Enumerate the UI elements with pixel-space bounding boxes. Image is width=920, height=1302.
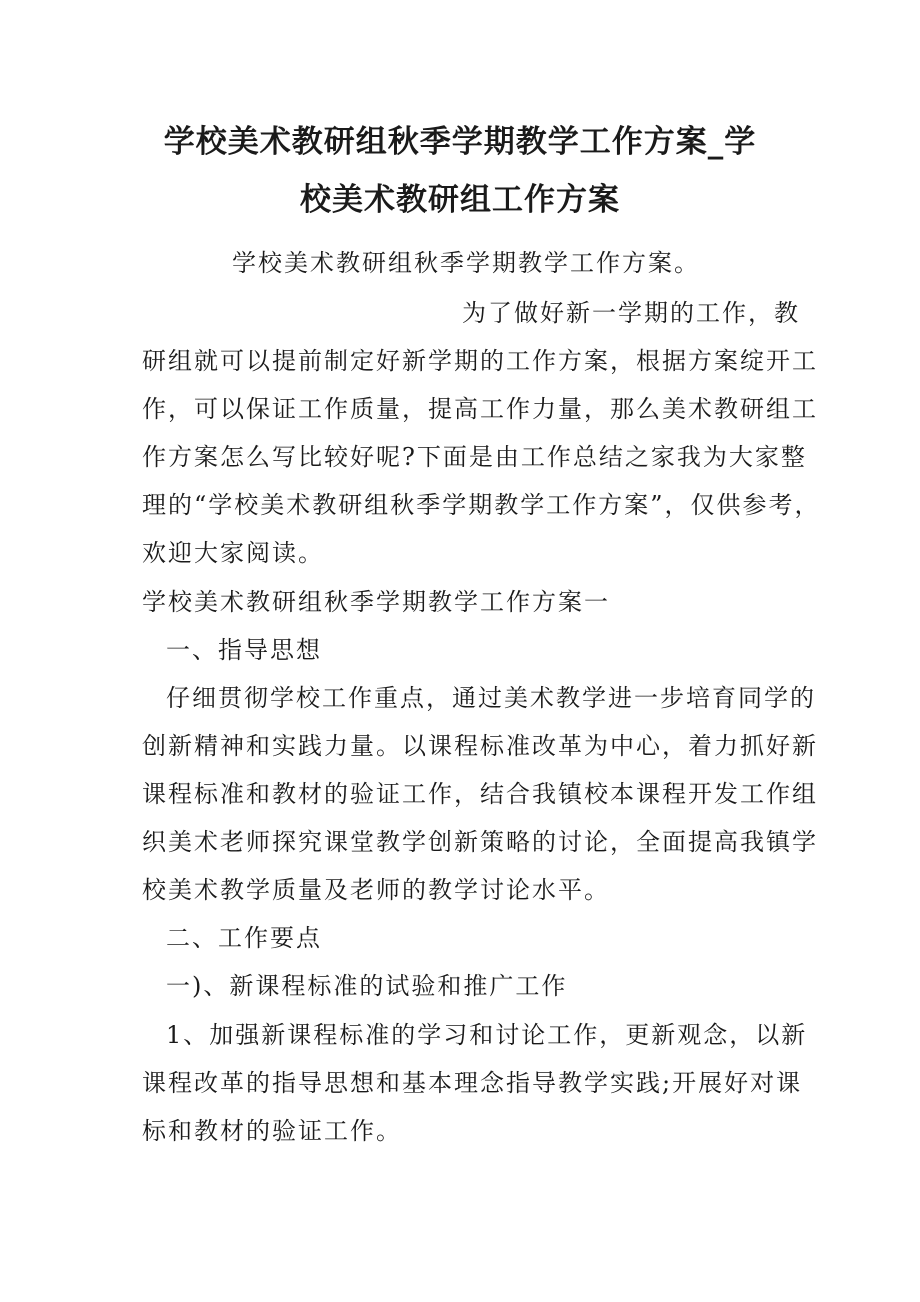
body-line: 仔细贯彻学校工作重点，通过美术教学进一步培育同学的 — [166, 684, 816, 712]
section-heading: 二、工作要点 — [166, 924, 322, 952]
body-line: 创新精神和实践力量。以课程标准改革为中心，着力抓好新 — [142, 732, 818, 760]
body-line: 织美术老师探究课堂教学创新策略的讨论，全面提高我镇学 — [142, 828, 818, 856]
document-title-line-2: 校美术教研组工作方案 — [300, 182, 620, 218]
body-line: 研组就可以提前制定好新学期的工作方案，根据方案绽开工 — [142, 347, 818, 375]
body-line: 作，可以保证工作质量，提高工作力量，那么美术教研组工 — [142, 395, 818, 423]
body-line: 理的“学校美术教研组秋季学期教学工作方案”，仅供参考， — [142, 491, 821, 519]
section-heading: 学校美术教研组秋季学期教学工作方案一 — [142, 588, 610, 616]
section-heading: 一、指导思想 — [166, 636, 322, 664]
body-line: 课程改革的指导思想和基本理念指导教学实践;开展好对课 — [142, 1069, 803, 1097]
document-title-line-1: 学校美术教研组秋季学期教学工作方案_学 — [163, 124, 757, 160]
body-line: 课程标准和教材的验证工作，结合我镇校本课程开发工作组 — [142, 780, 818, 808]
body-line: 为了做好新一学期的工作，教 — [462, 299, 800, 327]
body-line: 欢迎大家阅读。 — [142, 539, 324, 567]
body-line: 校美术教学质量及老师的教学讨论水平。 — [142, 876, 610, 904]
body-line: 标和教材的验证工作。 — [142, 1117, 402, 1145]
subtitle-line: 学校美术教研组秋季学期教学工作方案。 — [232, 249, 700, 277]
body-line: 作方案怎么写比较好呢?下面是由工作总结之家我为大家整 — [142, 443, 807, 471]
body-line: 1、加强新课程标准的学习和讨论工作，更新观念，以新 — [166, 1021, 808, 1049]
subsection-heading: 一)、新课程标准的试验和推广工作 — [166, 972, 568, 1000]
